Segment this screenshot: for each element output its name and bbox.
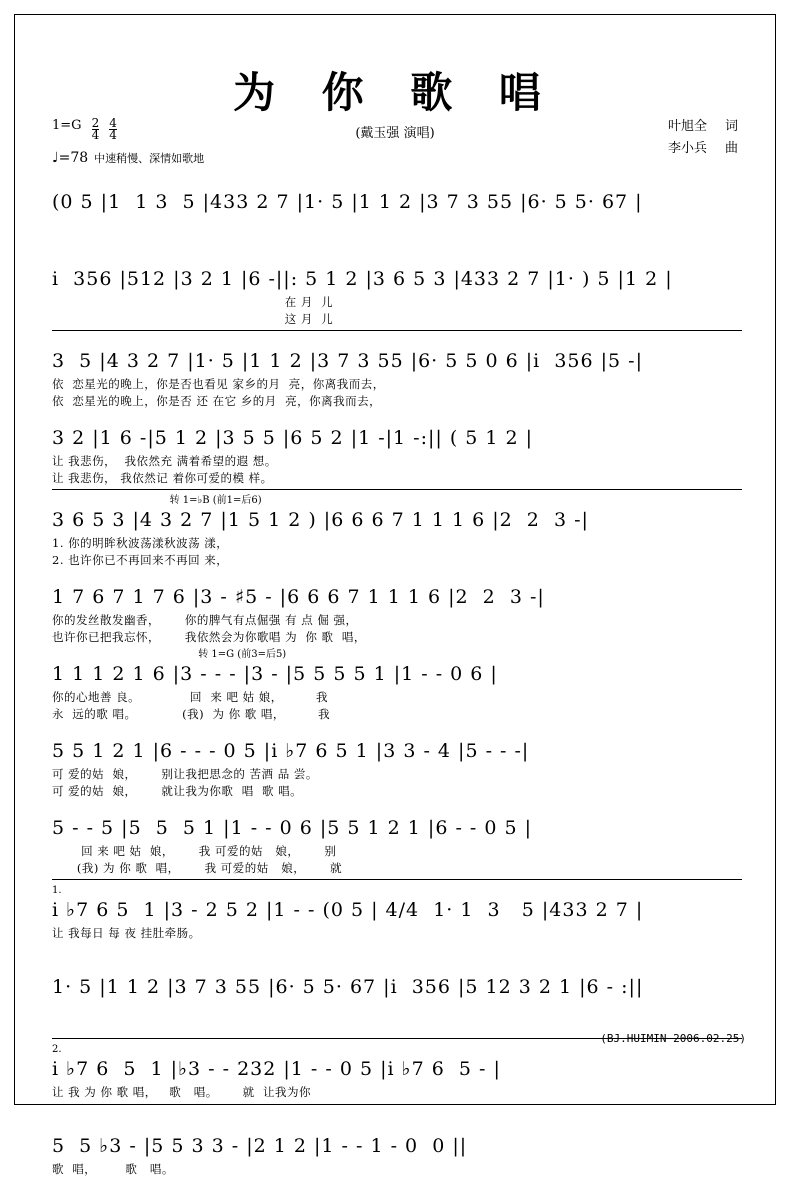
system-marker — [52, 176, 742, 189]
credits-block — [668, 116, 738, 160]
composer-line — [668, 138, 738, 160]
lyrics-line-2 — [52, 942, 742, 959]
lyrics-line-1: 回 来 吧 姑 娘， 我 可爱的姑 娘， 别 — [52, 844, 337, 858]
system-row — [52, 725, 742, 800]
lyrics-line-1: 在 月 儿 — [52, 295, 334, 309]
system-row — [52, 802, 742, 880]
notation-line: 3 2 |1 6 -|5 1 2 |3 5 5 |6 5 2 |1 -|1 -:|| ( 5 1 2 | — [52, 427, 534, 449]
lyrics-line-2 — [52, 1178, 742, 1195]
system-marker — [52, 571, 742, 584]
meter-denominator-2: 4 — [109, 128, 117, 142]
tempo-value: ♩=78 — [52, 150, 89, 166]
time-signature-primary — [92, 118, 100, 141]
page-title: 为 你 歌 唱 — [233, 68, 557, 117]
system-marker: 转 1=♭B (前1=后6) — [52, 495, 262, 506]
system-row — [52, 494, 742, 569]
system-divider — [52, 879, 742, 880]
lyricist-line — [668, 116, 738, 138]
lyrics-line-1 — [52, 217, 742, 234]
lyrics-line-2: 可 爱的姑 娘， 就让我为你歌 唱 歌 唱。 — [52, 784, 303, 798]
notation-line: i 356 |512 |3 2 1 |6 -||: 5 1 2 |3 6 5 3 |433 2 7 |1· ) 5 |1 2 | — [52, 268, 673, 290]
system-marker — [52, 253, 742, 266]
system-row — [52, 1120, 742, 1195]
system-row — [52, 253, 742, 331]
lyrics-line-1: 你的发丝散发幽香， 你的脾气有点倔强 有 点 倔 强， — [52, 613, 358, 627]
composer-role: 曲 — [724, 141, 738, 156]
lyrics-line-2: 2. 也许你已不再回来不再回 来， — [52, 553, 229, 567]
lyricist-name: 叶旭全 — [667, 119, 707, 134]
notation-line: (0 5 |1 1 3 5 |433 2 7 |1· 5 |1 1 2 |3 7 3 55 |6· 5 5· 67 | — [52, 191, 643, 213]
lyrics-line-2: 这 月 儿 — [52, 312, 334, 326]
notation-line: i ♭7 6 5 1 |♭3 - - 232 |1 - - 0 5 |i ♭7 6 5 - | — [52, 1058, 501, 1080]
lyrics-line-1: 1. 你的明眸秋波荡漾秋波荡 漾， — [52, 536, 229, 550]
system-row — [52, 412, 742, 490]
lyrics-line-1: 可 爱的姑 娘， 别让我把思念的 苦酒 品 尝。 — [52, 767, 318, 781]
lyrics-line-1: 让 我 为 你 歌 唱， 歌 唱。 就 让我为你 — [52, 1085, 311, 1099]
notation-line: 3 6 5 3 |4 3 2 7 |1 5 1 2 ) |6 6 6 7 1 1 1 6 |2 2 3 -| — [52, 509, 589, 531]
meter-numerator: 2 — [91, 116, 100, 130]
notation-line: 3 5 |4 3 2 7 |1· 5 |1 1 2 |3 7 3 55 |6· 5 5 0 6 |i 356 |5 -| — [52, 350, 643, 372]
lyrics-line-1: 依 恋星光的晚上，你是否也看见 家乡的月 亮，你离我而去， — [52, 377, 385, 391]
meter-denominator: 4 — [91, 128, 100, 142]
system-marker: 转 1=G (前3=后5) — [52, 649, 287, 660]
system-row — [52, 648, 742, 723]
system-row — [52, 335, 742, 410]
expression-marking: 中速稍慢、深情如歌地 — [94, 152, 205, 165]
lyrics-line-2: (我) 为 你 歌 唱， 我 可爱的姑 娘， 就 — [52, 861, 343, 875]
engraver-signature: (BJ.HUIMIN 2006.02.25) — [600, 1032, 746, 1045]
lyrics-line-2 — [52, 234, 742, 251]
system-marker — [52, 1120, 742, 1133]
system-marker — [52, 802, 742, 815]
lyrics-line-1: 让 我每日 每 夜 挂肚牵肠。 — [52, 926, 201, 940]
time-signature-secondary — [109, 118, 117, 141]
notation-line: 1 7 6 7 1 7 6 |3 - ♯5 - |6 6 6 7 1 1 1 6 |2 2 3 -| — [52, 586, 545, 608]
system-marker — [52, 725, 742, 738]
meter-numerator-2: 4 — [109, 116, 117, 130]
system-marker — [52, 335, 742, 348]
lyrics-line-1: 你的心地善 良。 回 来 吧 姑 娘， 我 — [52, 690, 329, 704]
volta-1-marker: 1. — [52, 885, 62, 896]
notation-line: 5 5 ♭3 - |5 5 3 3 - |2 1 2 |1 - - 1 - 0 0 || — [52, 1135, 468, 1157]
key-signature-block — [52, 118, 117, 141]
lyrics-line-1 — [52, 1002, 742, 1019]
key-label: 1=G — [52, 118, 82, 133]
lyrics-line-1: 让 我悲伤， 我依然充 满着希望的遐 想。 — [52, 454, 277, 468]
tempo-marking — [52, 150, 204, 166]
lyrics-line-2: 依 恋星光的晚上，你是否 还 在它 乡的月 亮，你离我而去， — [52, 394, 382, 408]
notation-line: 5 5 1 2 1 |6 - - - 0 5 |i ♭7 6 5 1 |3 3 - 4 |5 - - -| — [52, 740, 530, 762]
system-row — [52, 1043, 742, 1118]
volta-2-marker: 2. — [52, 1044, 62, 1055]
system-row — [52, 884, 742, 959]
system-row — [52, 571, 742, 646]
lyrics-line-2: 让 我悲伤， 我依然记 着你可爱的模 样。 — [52, 471, 273, 485]
composer-name: 李小兵 — [667, 141, 707, 156]
notation-line: i ♭7 6 5 1 |3 - 2 5 2 |1 - - (0 5 | 4/4 1· 1 3 5 |433 2 7 | — [52, 899, 644, 921]
lyrics-line-2 — [52, 1101, 742, 1118]
lyrics-line-2: 也许你已把我忘怀， 我依然会为你歌唱 为 你 歌 唱， — [52, 630, 366, 644]
system-row — [52, 961, 742, 1039]
notation-line: 5 - - 5 |5 5 5 1 |1 - - 0 6 |5 5 1 2 1 |6 - - 0 5 | — [52, 817, 533, 839]
lyrics-line-1: 歌 唱， 歌 唱。 — [52, 1162, 174, 1176]
notation-line: 1 1 1 2 1 6 |3 - - - |3 - |5 5 5 5 1 |1 - - 0 6 | — [52, 663, 498, 685]
system-row — [52, 176, 742, 251]
performer-subtitle: (戴玉强 演唱) — [355, 126, 435, 141]
system-marker — [52, 412, 742, 425]
notation-line: 1· 5 |1 1 2 |3 7 3 55 |6· 5 5· 67 |i 356 |5 12 3 2 1 |6 - :|| — [52, 976, 644, 998]
lyricist-role: 词 — [724, 119, 738, 134]
system-divider — [52, 489, 742, 490]
lyrics-line-2: 永 远的歌 唱。 (我) 为 你 歌 唱， 我 — [52, 707, 331, 721]
system-divider — [52, 330, 742, 331]
system-marker — [52, 961, 742, 974]
